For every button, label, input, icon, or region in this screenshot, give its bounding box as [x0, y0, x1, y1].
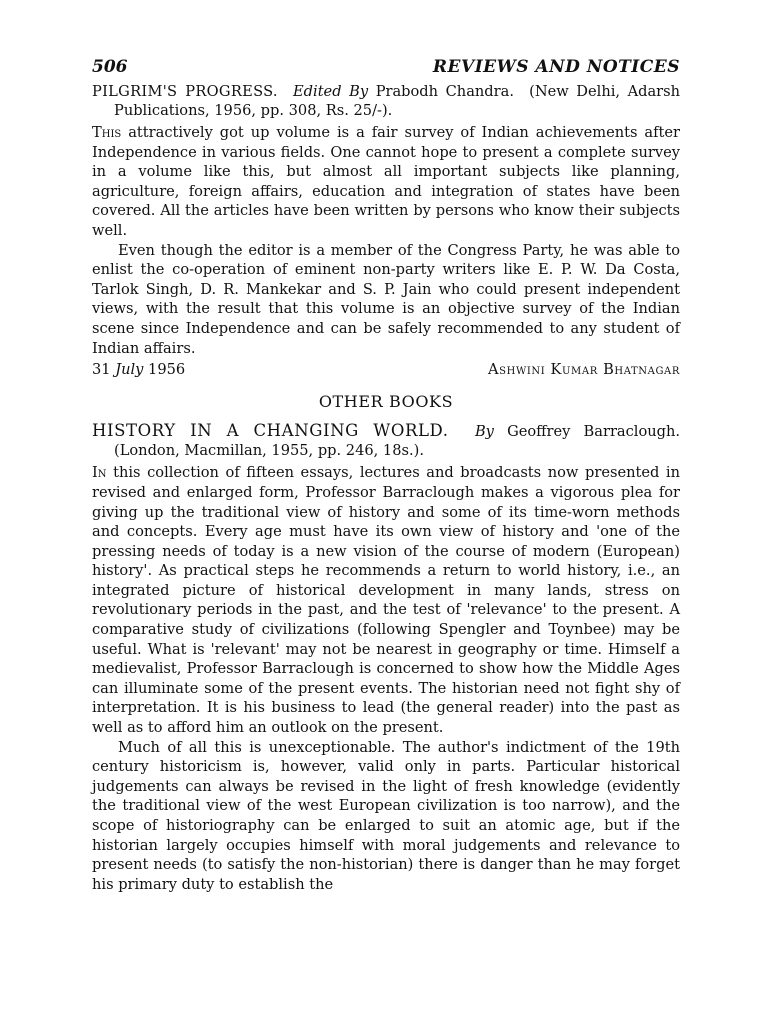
review-date: [92, 360, 185, 380]
page-number: 506: [92, 57, 128, 77]
review-book-title: PILGRIM'S PROGRESS.: [92, 83, 278, 100]
review-paragraph-lead: This: [92, 124, 122, 141]
running-title: REVIEWS AND NOTICES: [432, 57, 680, 77]
review-paragraph: [92, 123, 680, 241]
other-book-title: HISTORY IN A CHANGING WORLD.: [92, 421, 449, 441]
other-book-by: By: [474, 423, 494, 441]
review-edited-by: Edited By: [293, 83, 369, 100]
review-date-month: July: [115, 361, 144, 379]
other-book-paragraph-text: this collection of fifteen essays, lectures and broadcasts now presented in revised and enlarged form, Professor Barraclough makes a vigorous plea for giving up the traditional view of history and some of its time-worn methods and concepts. Every age must have its own view of history and 'one of the pressing needs of today is a new vision of the course of modern (European) history'. As practical steps he recommends a return to world history, i.e., an integrated picture of historical development in many lands, stress on revolutionary periods in the past, and the test of 'relevance' to the present. A comparative study of civilizations (following Spengler and Toynbee) may be useful. What is 'relevant' may not be nearest in geography or time. Himself a medievalist, Professor Barraclough is concerned to show how the Middle Ages can illuminate some of the present events. The historian need not fight shy of interpretation. It is his business to lead (the general reader) into the past as well as to afford him an outlook on the present.: [92, 464, 680, 737]
page: [92, 56, 680, 894]
reviewer-name: Ashwini Kumar Bhatnagar: [488, 361, 680, 379]
running-header: [92, 56, 680, 78]
review-book-entry: [92, 82, 680, 120]
review-publication: (New Delhi, Adarsh Publications, 1956, pp. 308, Rs. 25/-).: [114, 83, 681, 119]
section-title: OTHER BOOKS: [318, 391, 454, 411]
review-date-day: 31: [92, 361, 111, 379]
review-editor: Prabodh Chandra.: [375, 83, 514, 100]
other-book-paragraph: [92, 463, 680, 737]
review-date-year: 1956: [148, 361, 186, 379]
other-book-author: Geoffrey Barraclough.: [507, 423, 681, 441]
other-book-entry: [92, 421, 680, 460]
review-paragraph: Even though the editor is a member of the Congress Party, he was able to enlist the co-operation of eminent non-party writers like E. P. W. Da Costa, Tarlok Singh, D. R. Mankekar and S. P. Jain who could present independent views, with the result that this volume is an objective survey of the Indian scene since Independence and can be safely recommended to any student of Indian affairs.: [92, 241, 680, 357]
review-paragraph-text: attractively got up volume is a fair survey of Indian achievements after Independence in various fields. One cannot hope to present a complete survey in a volume like this, but almost all important subjects like planning, agriculture, foreign affairs, education and integration of states have been covered. All the articles have been written by persons who know their subjects well.: [92, 124, 681, 239]
other-book-paragraph: Much of all this is unexceptionable. The author's indictment of the 19th century historicism is, however, valid only in parts. Particular historical judgements can always be revised in the light of fresh knowledge (evidently the traditional view of the west European civilization is too narrow), and the scope of historiography can be enlarged to suit an atomic age, but if the historian largely occupies himself with moral judgements and relevance to present needs (to satisfy the non-historian) there is danger than he may forget his primary duty to establish the: [92, 738, 680, 893]
review-signoff: [92, 360, 680, 380]
other-book-publication: (London, Macmillan, 1955, pp. 246, 18s.).: [114, 442, 424, 460]
other-book-paragraph-lead: In: [92, 464, 107, 482]
